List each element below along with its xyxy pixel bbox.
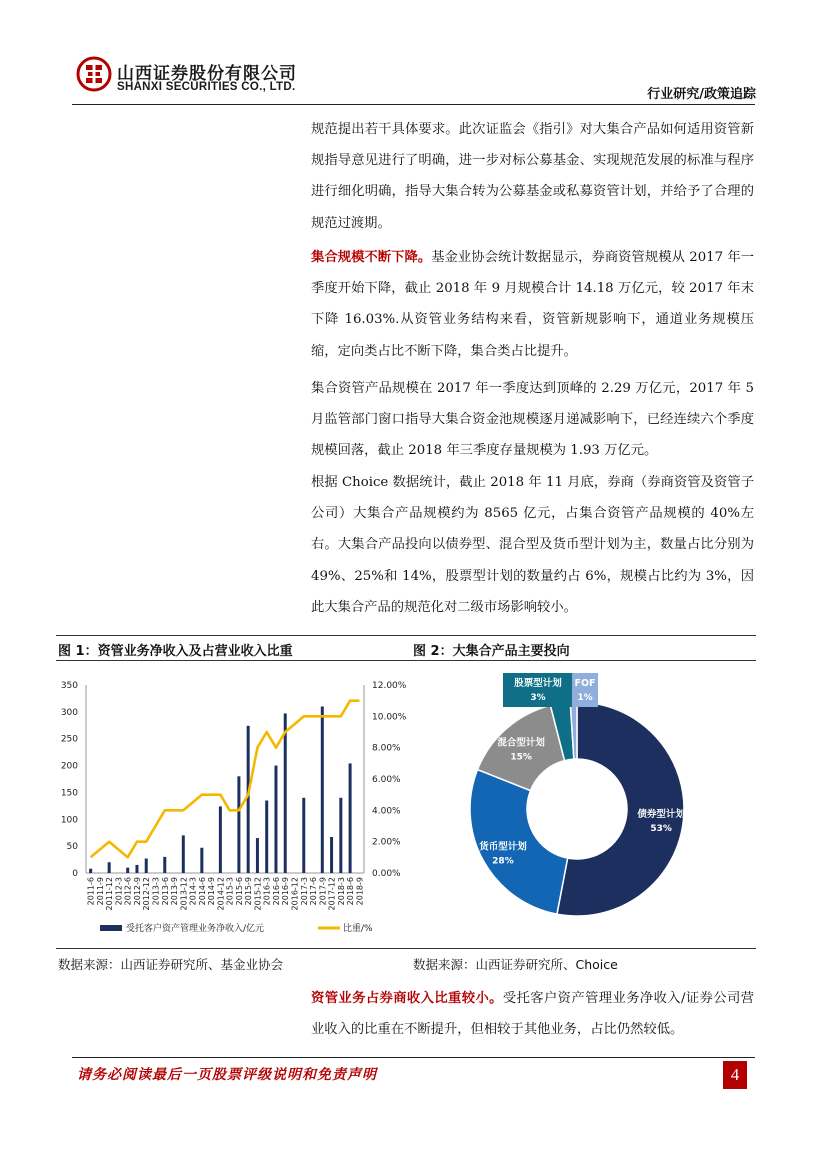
- paragraph-5: [311, 983, 754, 1045]
- legend-bar-swatch: [100, 925, 122, 931]
- paragraph-2-text: 基金业协会统计数据显示，券商资管规模从 2017 年一季度开始下降，截止 2018 年 9 月规模合计 14.18 万亿元，较 2017 年末下降 16.03%.从资管业务结构来看，资管新规影响下，通道业务规模压缩，定向类占比不断下降，集合类占比提升。: [311, 250, 755, 359]
- company-name-en: SHANXI SECURITIES CO., LTD.: [117, 81, 296, 93]
- y-right-tick-label: 2.00%: [372, 837, 401, 848]
- bar-mark: [321, 706, 324, 873]
- bar-mark: [274, 766, 277, 873]
- y-right-tick-label: 10.00%: [372, 712, 407, 723]
- bar-mark: [247, 726, 250, 873]
- bar-mark: [284, 713, 287, 873]
- x-tick-label: 2014-3: [188, 877, 198, 906]
- x-tick-label: 2015-6: [234, 877, 244, 906]
- y-left-tick-label: 300: [60, 707, 78, 718]
- bar-mark: [145, 858, 148, 873]
- slice-label: 混合型计划: [497, 737, 545, 749]
- header-divider: [72, 104, 755, 105]
- x-tick-label: 2014-9: [207, 877, 217, 906]
- x-tick-label: 2017-9: [318, 877, 328, 906]
- figure-1-title: 图 1：资管业务净收入及占营业收入比重: [58, 644, 293, 659]
- x-tick-label: 2014-6: [197, 877, 207, 906]
- slice-label: 货币型计划: [479, 841, 527, 853]
- figure-title-divider: [56, 660, 756, 661]
- x-tick-label: 2014-12: [216, 877, 226, 911]
- y-left-tick-label: 150: [60, 788, 78, 799]
- y-left-tick-label: 0: [72, 869, 78, 879]
- y-right-tick-label: 6.00%: [372, 775, 401, 785]
- bar-mark: [200, 848, 203, 873]
- footer-divider: [72, 1057, 755, 1058]
- bar-mark: [126, 868, 129, 873]
- x-tick-label: 2017-12: [327, 877, 337, 911]
- figure-1-source: 数据来源：山西证券研究所、基金业协会: [58, 957, 284, 972]
- x-tick-label: 2018-9: [355, 877, 365, 906]
- slice-pct-label: 1%: [577, 693, 593, 703]
- figure-bottom-divider: [56, 948, 756, 949]
- legend-line-label: 比重/%: [343, 924, 373, 934]
- figure-2-title: 图 2：大集合产品主要投向: [413, 644, 570, 659]
- paragraph-3: [311, 373, 754, 467]
- bar-mark: [182, 835, 185, 873]
- y-left-tick-label: 350: [60, 681, 78, 691]
- paragraph-1: [311, 114, 754, 239]
- paragraph-1-text: 规范提出若干具体要求。此次证监会《指引》对大集合产品如何适用资管新规指导意见进行了明确，进一步对标公募基金、实现规范发展的标准与程序进行细化明确，指导大集合转为公募基金或私募资管计划，并给予了合理的规范过渡期。: [311, 122, 754, 231]
- paragraph-2-highlight: 集合规模不断下降。: [311, 250, 432, 265]
- x-tick-label: 2012-12: [142, 877, 152, 911]
- paragraph-5-highlight: 资管业务占券商收入比重较小。: [311, 991, 503, 1006]
- slice-label: 股票型计划: [514, 678, 562, 689]
- bar-mark: [237, 776, 240, 873]
- y-left-tick-label: 100: [60, 815, 78, 826]
- y-left-tick-label: 200: [60, 761, 78, 772]
- y-left-tick-label: 250: [60, 734, 78, 745]
- x-tick-label: 2013-6: [160, 877, 170, 906]
- slice-pct-label: 15%: [510, 752, 532, 763]
- bar-mark: [349, 763, 352, 873]
- bar-mark: [302, 798, 305, 873]
- x-tick-label: 2013-12: [179, 877, 189, 911]
- x-tick-label: 2012-3: [114, 877, 124, 906]
- slice-pct-label: 3%: [530, 693, 546, 703]
- x-tick-label: 2012-9: [132, 877, 142, 906]
- x-tick-label: 2012-6: [123, 877, 133, 906]
- bar-mark: [163, 857, 166, 873]
- ratio-line-series: [91, 701, 360, 858]
- bar-mark: [219, 806, 222, 873]
- x-tick-label: 2013-3: [151, 877, 161, 906]
- x-tick-label: 2016-9: [281, 877, 291, 906]
- section-label: 行业研究/政策追踪: [647, 87, 756, 102]
- x-tick-label: 2015-3: [225, 877, 235, 906]
- slice-label: FOF: [574, 678, 596, 689]
- slice-pct-label: 28%: [492, 856, 514, 867]
- paragraph-2: [311, 242, 754, 367]
- y-right-tick-label: 0.00%: [372, 869, 401, 879]
- bar-mark: [265, 800, 268, 873]
- x-tick-label: 2015-9: [244, 877, 254, 906]
- x-tick-label: 2016-12: [290, 877, 300, 911]
- x-tick-label: 2016-6: [271, 877, 281, 906]
- page-number: 4: [723, 1061, 747, 1089]
- y-right-tick-label: 8.00%: [372, 743, 401, 754]
- x-tick-label: 2011-9: [95, 877, 105, 906]
- bar-mark: [108, 862, 111, 873]
- bar-mark: [339, 798, 342, 873]
- paragraph-4-text: 根据 Choice 数据统计，截止 2018 年 11 月底，券商（券商资管及资管子公司）大集合产品规模约为 8565 亿元，占集合资管产品规模的 40%左右。大集合产品投向以债券型、混合型及货币型计划为主，数量占比分别为 49%、25%和 14%，股票型计划的数量约占 6%，规模占比约为 3%，因此大集合产品的规范化对二级市场影响较小。: [311, 475, 754, 615]
- x-tick-label: 2016-3: [262, 877, 272, 906]
- bar-mark: [330, 837, 333, 873]
- figure-1-chart: [56, 668, 410, 948]
- slice-pct-label: 53%: [650, 823, 672, 834]
- y-right-tick-label: 12.00%: [372, 681, 407, 691]
- bar-mark: [256, 838, 259, 873]
- x-tick-label: 2011-12: [105, 877, 115, 911]
- x-tick-label: 2018-6: [346, 877, 356, 906]
- footer-disclaimer[interactable]: 请务必阅读最后一页股票评级说明和免责声明: [77, 1067, 377, 1083]
- x-tick-label: 2017-6: [309, 877, 319, 906]
- bar-mark: [89, 869, 92, 873]
- company-name-cn: 山西证券股份有限公司: [117, 64, 297, 84]
- y-left-tick-label: 50: [66, 842, 78, 853]
- figure-2-chart: [413, 668, 755, 948]
- slice-label: 债券型计划: [637, 808, 685, 820]
- bar-mark: [135, 865, 138, 873]
- figure-top-divider: [56, 635, 756, 636]
- company-logo: [76, 56, 112, 92]
- logo-icon: [76, 56, 112, 92]
- paragraph-5-text: 受托客户资产管理业务净收入/证券公司营业收入的比重在不断提升，但相较于其他业务，占比仍然较低。: [311, 991, 755, 1038]
- legend-bar-label: 受托客户资产管理业务净收入/亿元: [126, 924, 265, 934]
- y-right-tick-label: 4.00%: [372, 806, 401, 817]
- x-tick-label: 2018-3: [336, 877, 346, 906]
- x-tick-label: 2011-6: [86, 877, 96, 906]
- x-tick-label: 2013-9: [170, 877, 180, 906]
- paragraph-4: [311, 467, 754, 623]
- x-tick-label: 2015-12: [253, 877, 263, 911]
- figure-2-source: 数据来源：山西证券研究所、Choice: [413, 957, 618, 972]
- x-tick-label: 2017-3: [299, 877, 309, 906]
- paragraph-3-text: 集合资管产品规模在 2017 年一季度达到顶峰的 2.29 万亿元，2017 年 5 月监管部门窗口指导大集合资金池规模逐月递减影响下，已经连续六个季度规模回落，截止 2018 年三季度存量规模为 1.93 万亿元。: [311, 381, 754, 459]
